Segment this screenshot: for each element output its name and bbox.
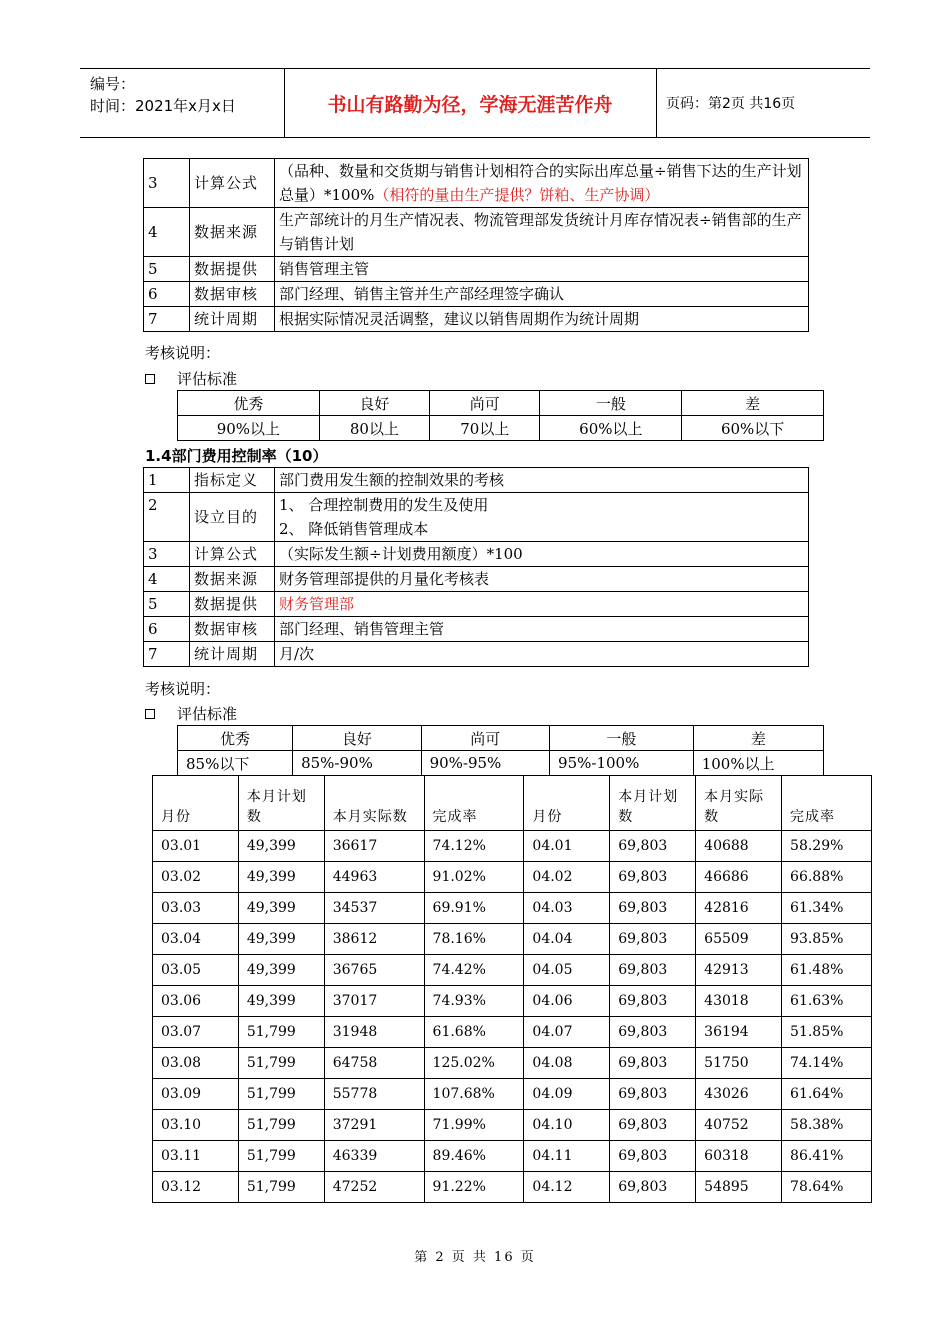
table-row: [153, 893, 872, 924]
grade-table-b: [177, 725, 824, 776]
grade-header: 优秀: [178, 726, 293, 751]
row-key: 数据提供: [190, 592, 275, 617]
table-row: [144, 307, 809, 332]
table-cell: 58.38%: [782, 1110, 872, 1141]
table-cell: 04.12: [524, 1172, 610, 1203]
table-cell: 64758: [324, 1048, 424, 1079]
row-value: 财务管理部提供的月量化考核表: [275, 567, 809, 592]
table-cell: 36765: [324, 955, 424, 986]
column-header: 月份: [153, 776, 239, 831]
table-cell: 61.34%: [782, 893, 872, 924]
table-cell: 65509: [696, 924, 782, 955]
table-cell: 74.14%: [782, 1048, 872, 1079]
table-cell: 03.09: [153, 1079, 239, 1110]
grade-value: 90%-95%: [421, 751, 549, 776]
row-key: 指标定义: [190, 468, 275, 493]
column-header: 本月实际数: [324, 776, 424, 831]
table-row: [144, 159, 809, 208]
table-cell: 93.85%: [782, 924, 872, 955]
grade-header: 尚可: [430, 391, 540, 416]
monthly-data-table: [152, 775, 872, 1203]
row-number: 3: [144, 159, 190, 208]
row-number: 4: [144, 567, 190, 592]
grade-value: 60%以上: [540, 416, 682, 441]
table-row: [153, 1141, 872, 1172]
row-key: 数据来源: [190, 208, 275, 257]
grade-value: 85%以下: [178, 751, 293, 776]
evaluation-standard-label: 评估标准: [177, 705, 238, 723]
evaluation-standard-item: [145, 703, 237, 724]
table-cell: 69.91%: [424, 893, 524, 924]
table-row: [144, 257, 809, 282]
row-key: 统计周期: [190, 642, 275, 667]
row-value: 生产部统计的月生产情况表、物流管理部发货统计月库存情况表÷销售部的生产与销售计划: [275, 208, 809, 257]
table-cell: 42816: [696, 893, 782, 924]
table-cell: 03.10: [153, 1110, 239, 1141]
row-key: 数据提供: [190, 257, 275, 282]
table-cell: 04.01: [524, 831, 610, 862]
table-cell: 61.63%: [782, 986, 872, 1017]
grade-value: 80以上: [319, 416, 429, 441]
table-cell: 38612: [324, 924, 424, 955]
grade-value-row: [178, 416, 824, 441]
table-cell: 58.29%: [782, 831, 872, 862]
row-key: 设立目的: [190, 493, 275, 542]
row-number: 6: [144, 282, 190, 307]
row-value: 部门经理、销售管理主管: [275, 617, 809, 642]
table-cell: 31948: [324, 1017, 424, 1048]
table-cell: 04.04: [524, 924, 610, 955]
table-cell: 36194: [696, 1017, 782, 1048]
table-cell: 37291: [324, 1110, 424, 1141]
table-cell: 71.99%: [424, 1110, 524, 1141]
table-cell: 42913: [696, 955, 782, 986]
table-cell: 51,799: [238, 1110, 324, 1141]
row-number: 4: [144, 208, 190, 257]
table-cell: 46686: [696, 862, 782, 893]
grade-header: 差: [693, 726, 823, 751]
table-row: [153, 1048, 872, 1079]
assessment-note: 考核说明：: [145, 344, 221, 362]
table-cell: 40688: [696, 831, 782, 862]
table-cell: 69,803: [610, 893, 696, 924]
grade-header: 尚可: [421, 726, 549, 751]
row-number: 5: [144, 592, 190, 617]
indicator-table-b: [143, 467, 809, 667]
formula-note-red: （相符的量由生产提供？饼粕、生产协调）: [374, 186, 660, 204]
table-cell: 69,803: [610, 862, 696, 893]
table-cell: 69,803: [610, 955, 696, 986]
table-row: [144, 468, 809, 493]
table-row: [144, 493, 809, 542]
row-key: 数据来源: [190, 567, 275, 592]
table-cell: 78.64%: [782, 1172, 872, 1203]
table-cell: 49,399: [238, 893, 324, 924]
table-row: [153, 831, 872, 862]
row-number: 5: [144, 257, 190, 282]
table-cell: 04.08: [524, 1048, 610, 1079]
table-cell: 49,399: [238, 862, 324, 893]
row-key: 统计周期: [190, 307, 275, 332]
table-cell: 04.09: [524, 1079, 610, 1110]
grade-header: 优秀: [178, 391, 320, 416]
row-number: 3: [144, 542, 190, 567]
table-cell: 78.16%: [424, 924, 524, 955]
table-row: [153, 1110, 872, 1141]
header-number: 编号：: [90, 75, 136, 93]
table-cell: 74.42%: [424, 955, 524, 986]
table-cell: 43026: [696, 1079, 782, 1110]
checkbox-icon: [145, 374, 155, 384]
table-cell: 03.06: [153, 986, 239, 1017]
table-cell: 43018: [696, 986, 782, 1017]
column-header: 本月计划数: [238, 776, 324, 831]
row-key: 计算公式: [190, 542, 275, 567]
table-row: [153, 1172, 872, 1203]
table-row: [153, 986, 872, 1017]
grade-table-a: [177, 390, 824, 441]
table-cell: 54895: [696, 1172, 782, 1203]
table-row: [144, 542, 809, 567]
table-cell: 69,803: [610, 986, 696, 1017]
table-cell: 51750: [696, 1048, 782, 1079]
grade-value: 85%-90%: [293, 751, 421, 776]
table-cell: 44963: [324, 862, 424, 893]
grade-value: 70以上: [430, 416, 540, 441]
grade-header: 良好: [293, 726, 421, 751]
table-row: [144, 567, 809, 592]
purpose-item: 2、 降低销售管理成本: [279, 520, 429, 538]
table-cell: 69,803: [610, 1141, 696, 1172]
header-divider: [656, 69, 657, 137]
row-key: 数据审核: [190, 282, 275, 307]
table-cell: 69,803: [610, 1048, 696, 1079]
row-value: 月/次: [275, 642, 809, 667]
grade-header-row: [178, 391, 824, 416]
table-cell: 61.68%: [424, 1017, 524, 1048]
grade-header: 差: [682, 391, 824, 416]
table-cell: 61.48%: [782, 955, 872, 986]
table-cell: 55778: [324, 1079, 424, 1110]
evaluation-standard-item: [145, 368, 237, 389]
table-row: [153, 924, 872, 955]
table-row: [144, 208, 809, 257]
table-row: [153, 1079, 872, 1110]
assessment-note: 考核说明：: [145, 680, 221, 698]
table-cell: 03.08: [153, 1048, 239, 1079]
table-cell: 61.64%: [782, 1079, 872, 1110]
table-cell: 107.68%: [424, 1079, 524, 1110]
table-cell: 69,803: [610, 1079, 696, 1110]
column-header: 完成率: [782, 776, 872, 831]
row-number: 1: [144, 468, 190, 493]
grade-header: 良好: [319, 391, 429, 416]
row-number: 6: [144, 617, 190, 642]
checkbox-icon: [145, 709, 155, 719]
table-row: [144, 592, 809, 617]
table-cell: 40752: [696, 1110, 782, 1141]
table-cell: 04.07: [524, 1017, 610, 1048]
table-cell: 69,803: [610, 1017, 696, 1048]
row-number: 7: [144, 307, 190, 332]
row-value: 部门费用发生额的控制效果的考核: [275, 468, 809, 493]
table-cell: 03.07: [153, 1017, 239, 1048]
column-header: 本月实际数: [696, 776, 782, 831]
table-cell: 03.12: [153, 1172, 239, 1203]
table-cell: 49,399: [238, 831, 324, 862]
evaluation-standard-label: 评估标准: [177, 370, 238, 388]
section-title: 1.4部门费用控制率（10）: [145, 447, 328, 465]
table-cell: 51,799: [238, 1048, 324, 1079]
purpose-item: 1、 合理控制费用的发生及使用: [279, 496, 489, 514]
table-cell: 34537: [324, 893, 424, 924]
table-cell: 51,799: [238, 1017, 324, 1048]
grade-header: 一般: [550, 726, 694, 751]
table-cell: 46339: [324, 1141, 424, 1172]
table-cell: 51,799: [238, 1172, 324, 1203]
page-header: [80, 68, 870, 138]
table-cell: 74.93%: [424, 986, 524, 1017]
table-cell: 03.05: [153, 955, 239, 986]
grade-value-row: [178, 751, 824, 776]
row-value: 销售管理主管: [275, 257, 809, 282]
table-cell: 03.03: [153, 893, 239, 924]
grade-header-row: [178, 726, 824, 751]
column-header: 本月计划数: [610, 776, 696, 831]
table-row: [153, 955, 872, 986]
table-row: [144, 617, 809, 642]
grade-value: 100%以上: [693, 751, 823, 776]
table-cell: 125.02%: [424, 1048, 524, 1079]
indicator-table-a: [143, 158, 809, 332]
row-value: [275, 159, 809, 208]
table-cell: 03.02: [153, 862, 239, 893]
table-cell: 89.46%: [424, 1141, 524, 1172]
row-value: 财务管理部: [275, 592, 809, 617]
row-value: （实际发生额÷计划费用额度）*100: [275, 542, 809, 567]
table-cell: 49,399: [238, 986, 324, 1017]
table-cell: 04.03: [524, 893, 610, 924]
row-number: 7: [144, 642, 190, 667]
table-row: [144, 642, 809, 667]
column-header: 完成率: [424, 776, 524, 831]
header-page-info: 页码：第2页 共16页: [666, 96, 796, 112]
table-cell: 51,799: [238, 1141, 324, 1172]
table-cell: 86.41%: [782, 1141, 872, 1172]
grade-value: 95%-100%: [550, 751, 694, 776]
header-meta: [90, 73, 236, 117]
table-cell: 69,803: [610, 1110, 696, 1141]
row-value: 部门经理、销售主管并生产部经理签字确认: [275, 282, 809, 307]
table-row: [153, 1017, 872, 1048]
header-time: 时间：2021年x月x日: [90, 97, 236, 115]
row-value: [275, 493, 809, 542]
table-header-row: [153, 776, 872, 831]
table-row: [144, 282, 809, 307]
header-motto: 书山有路勤为径，学海无涯苦作舟: [327, 93, 613, 116]
table-cell: 91.22%: [424, 1172, 524, 1203]
table-row: [153, 862, 872, 893]
table-cell: 03.01: [153, 831, 239, 862]
grade-header: 一般: [540, 391, 682, 416]
table-cell: 69,803: [610, 924, 696, 955]
table-cell: 47252: [324, 1172, 424, 1203]
table-cell: 36617: [324, 831, 424, 862]
table-cell: 49,399: [238, 955, 324, 986]
data-table-body: [153, 776, 872, 1203]
grade-value: 60%以下: [682, 416, 824, 441]
table-cell: 69,803: [610, 1172, 696, 1203]
table-cell: 49,399: [238, 924, 324, 955]
row-key: 计算公式: [190, 159, 275, 208]
row-value: 根据实际情况灵活调整，建议以销售周期作为统计周期: [275, 307, 809, 332]
column-header: 月份: [524, 776, 610, 831]
table-cell: 04.10: [524, 1110, 610, 1141]
table-cell: 60318: [696, 1141, 782, 1172]
page-footer: 第 2 页 共 16 页: [414, 1250, 536, 1265]
table-cell: 66.88%: [782, 862, 872, 893]
table-cell: 51,799: [238, 1079, 324, 1110]
table-cell: 03.04: [153, 924, 239, 955]
table-cell: 51.85%: [782, 1017, 872, 1048]
table-cell: 04.11: [524, 1141, 610, 1172]
table-cell: 91.02%: [424, 862, 524, 893]
formula-text: （品种、数量和交货期与销售计划相符合的实际出库总量÷销售下达的生产计划总量）*100%: [279, 162, 802, 204]
grade-value: 90%以上: [178, 416, 320, 441]
table-cell: 04.02: [524, 862, 610, 893]
table-cell: 37017: [324, 986, 424, 1017]
row-key: 数据审核: [190, 617, 275, 642]
row-number: 2: [144, 493, 190, 542]
table-cell: 69,803: [610, 831, 696, 862]
table-cell: 74.12%: [424, 831, 524, 862]
table-cell: 03.11: [153, 1141, 239, 1172]
table-cell: 04.06: [524, 986, 610, 1017]
table-cell: 04.05: [524, 955, 610, 986]
